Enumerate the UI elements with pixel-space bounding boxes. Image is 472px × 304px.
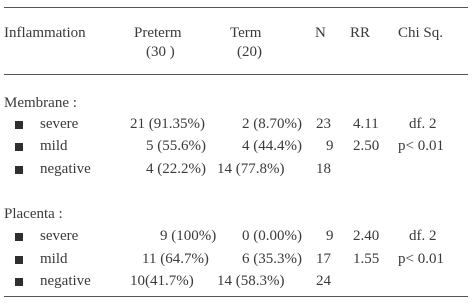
header-chi-sq: Chi Sq.: [398, 25, 444, 41]
header-preterm: Preterm: [134, 25, 182, 41]
row-label: mild: [40, 251, 68, 267]
header-rr: RR: [350, 25, 371, 41]
header-preterm-n: (30 ): [146, 44, 175, 60]
bullet-icon: [15, 166, 23, 174]
cell-rr: 2.50: [353, 138, 380, 154]
header-n: N: [315, 25, 326, 41]
cell-term: 2 (8.70%): [242, 116, 302, 132]
cell-chi: df. 2: [409, 228, 437, 244]
cell-chi: p< 0.01: [398, 138, 444, 154]
row-label: severe: [40, 116, 79, 132]
cell-n: 17: [316, 251, 331, 267]
cell-term: 6 (35.3%): [242, 251, 302, 267]
bullet-icon: [15, 143, 23, 151]
cell-rr: 4.11: [353, 116, 379, 132]
header-inflammation: Inflammation: [4, 25, 86, 41]
header-term-n: (20): [237, 44, 262, 60]
top-rule: [4, 7, 468, 8]
header-rule: [4, 74, 468, 75]
cell-preterm: 21 (91.35%): [130, 116, 205, 132]
cell-term: 14 (77.8%): [217, 161, 285, 177]
cell-rr: 2.40: [353, 228, 380, 244]
cell-n: 23: [316, 116, 331, 132]
bullet-icon: [15, 278, 23, 286]
cell-chi: p< 0.01: [398, 251, 444, 267]
header-term: Term: [230, 25, 262, 41]
bullet-icon: [15, 121, 23, 129]
row-label: negative: [40, 161, 91, 177]
cell-preterm: 11 (64.7%): [142, 251, 209, 267]
cell-n: 24: [316, 273, 331, 289]
bullet-icon: [15, 256, 23, 264]
cell-n: 18: [316, 161, 331, 177]
cell-term: 4 (44.4%): [242, 138, 302, 154]
row-label: mild: [40, 138, 68, 154]
row-label: severe: [40, 228, 79, 244]
section-title-placenta: Placenta :: [4, 206, 63, 222]
cell-n: 9: [326, 228, 334, 244]
cell-preterm: 4 (22.2%): [146, 161, 206, 177]
cell-term: 14 (58.3%): [217, 273, 285, 289]
cell-term: 0 (0.00%): [242, 228, 302, 244]
cell-preterm: 5 (55.6%): [146, 138, 206, 154]
cell-n: 9: [326, 138, 334, 154]
row-label: negative: [40, 273, 91, 289]
bullet-icon: [15, 233, 23, 241]
cell-preterm: 9 (100%): [160, 228, 217, 244]
cell-rr: 1.55: [353, 251, 380, 267]
cell-preterm: 10(41.7%): [130, 273, 194, 289]
section-title-membrane: Membrane :: [4, 95, 77, 111]
bottom-rule: [4, 296, 468, 297]
cell-chi: df. 2: [409, 116, 437, 132]
